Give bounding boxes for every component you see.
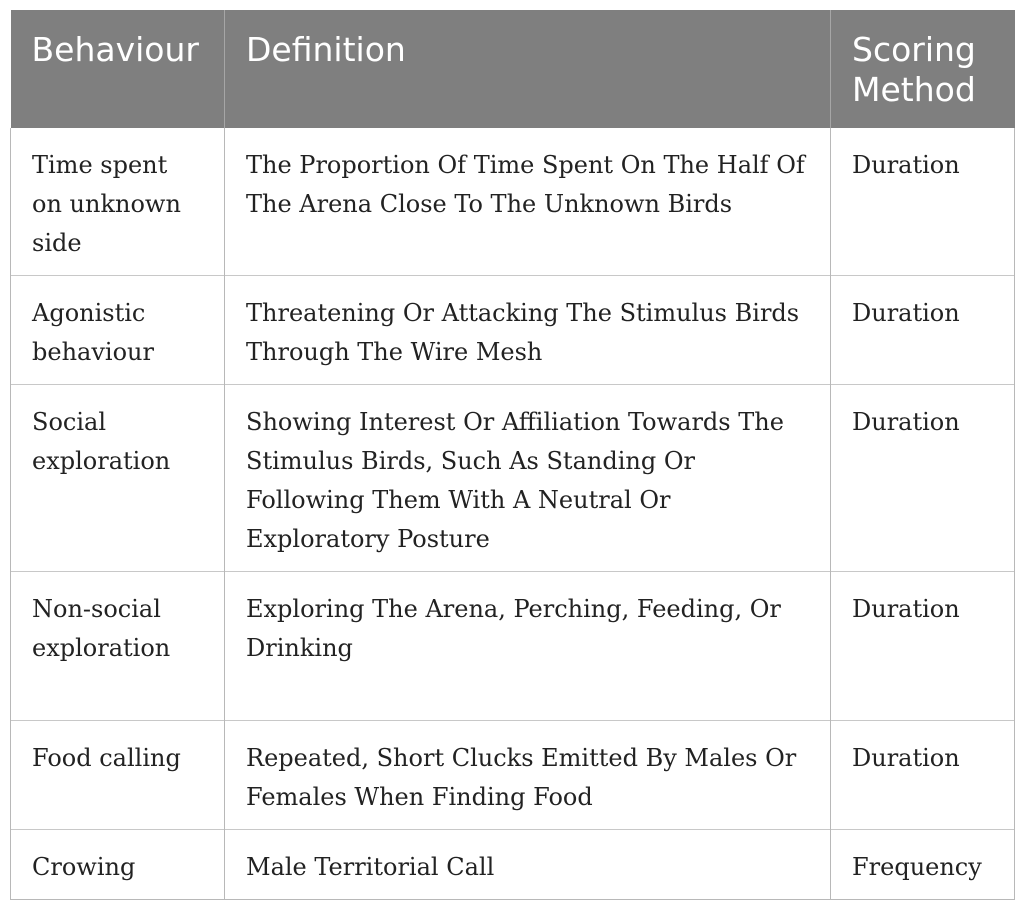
cell-definition: Showing Interest Or Affiliation Towards The Stimulus Birds, Such As Standing Or Following Them With A Neutral Or Exploratory Posture bbox=[225, 385, 831, 572]
cell-behaviour: Non-social exploration bbox=[11, 572, 225, 721]
cell-scoring-method: Duration bbox=[831, 128, 1015, 276]
cell-scoring-method: Duration bbox=[831, 276, 1015, 385]
cell-behaviour: Crowing bbox=[11, 830, 225, 900]
header-scoring-method: Scoring Method bbox=[831, 10, 1015, 128]
table-row bbox=[11, 572, 1015, 721]
cell-scoring-method: Frequency bbox=[831, 830, 1015, 900]
behaviour-table bbox=[10, 10, 1015, 900]
cell-definition: The Proportion Of Time Spent On The Half Of The Arena Close To The Unknown Birds bbox=[225, 128, 831, 276]
cell-definition: Exploring The Arena, Perching, Feeding, Or Drinking bbox=[225, 572, 831, 721]
table-row bbox=[11, 721, 1015, 830]
cell-scoring-method: Duration bbox=[831, 721, 1015, 830]
cell-behaviour: Social exploration bbox=[11, 385, 225, 572]
table-header-row bbox=[11, 10, 1015, 128]
table-row bbox=[11, 385, 1015, 572]
table-row bbox=[11, 128, 1015, 276]
cell-scoring-method: Duration bbox=[831, 572, 1015, 721]
cell-definition: Threatening Or Attacking The Stimulus Birds Through The Wire Mesh bbox=[225, 276, 831, 385]
cell-scoring-method: Duration bbox=[831, 385, 1015, 572]
table-row bbox=[11, 276, 1015, 385]
behaviour-table-container bbox=[10, 10, 1014, 900]
table-row bbox=[11, 830, 1015, 900]
cell-behaviour: Food calling bbox=[11, 721, 225, 830]
header-definition: Definition bbox=[225, 10, 831, 128]
cell-definition: Repeated, Short Clucks Emitted By Males Or Females When Finding Food bbox=[225, 721, 831, 830]
cell-definition: Male Territorial Call bbox=[225, 830, 831, 900]
cell-behaviour: Agonistic behaviour bbox=[11, 276, 225, 385]
cell-behaviour: Time spent on unknown side bbox=[11, 128, 225, 276]
header-behaviour: Behaviour bbox=[11, 10, 225, 128]
